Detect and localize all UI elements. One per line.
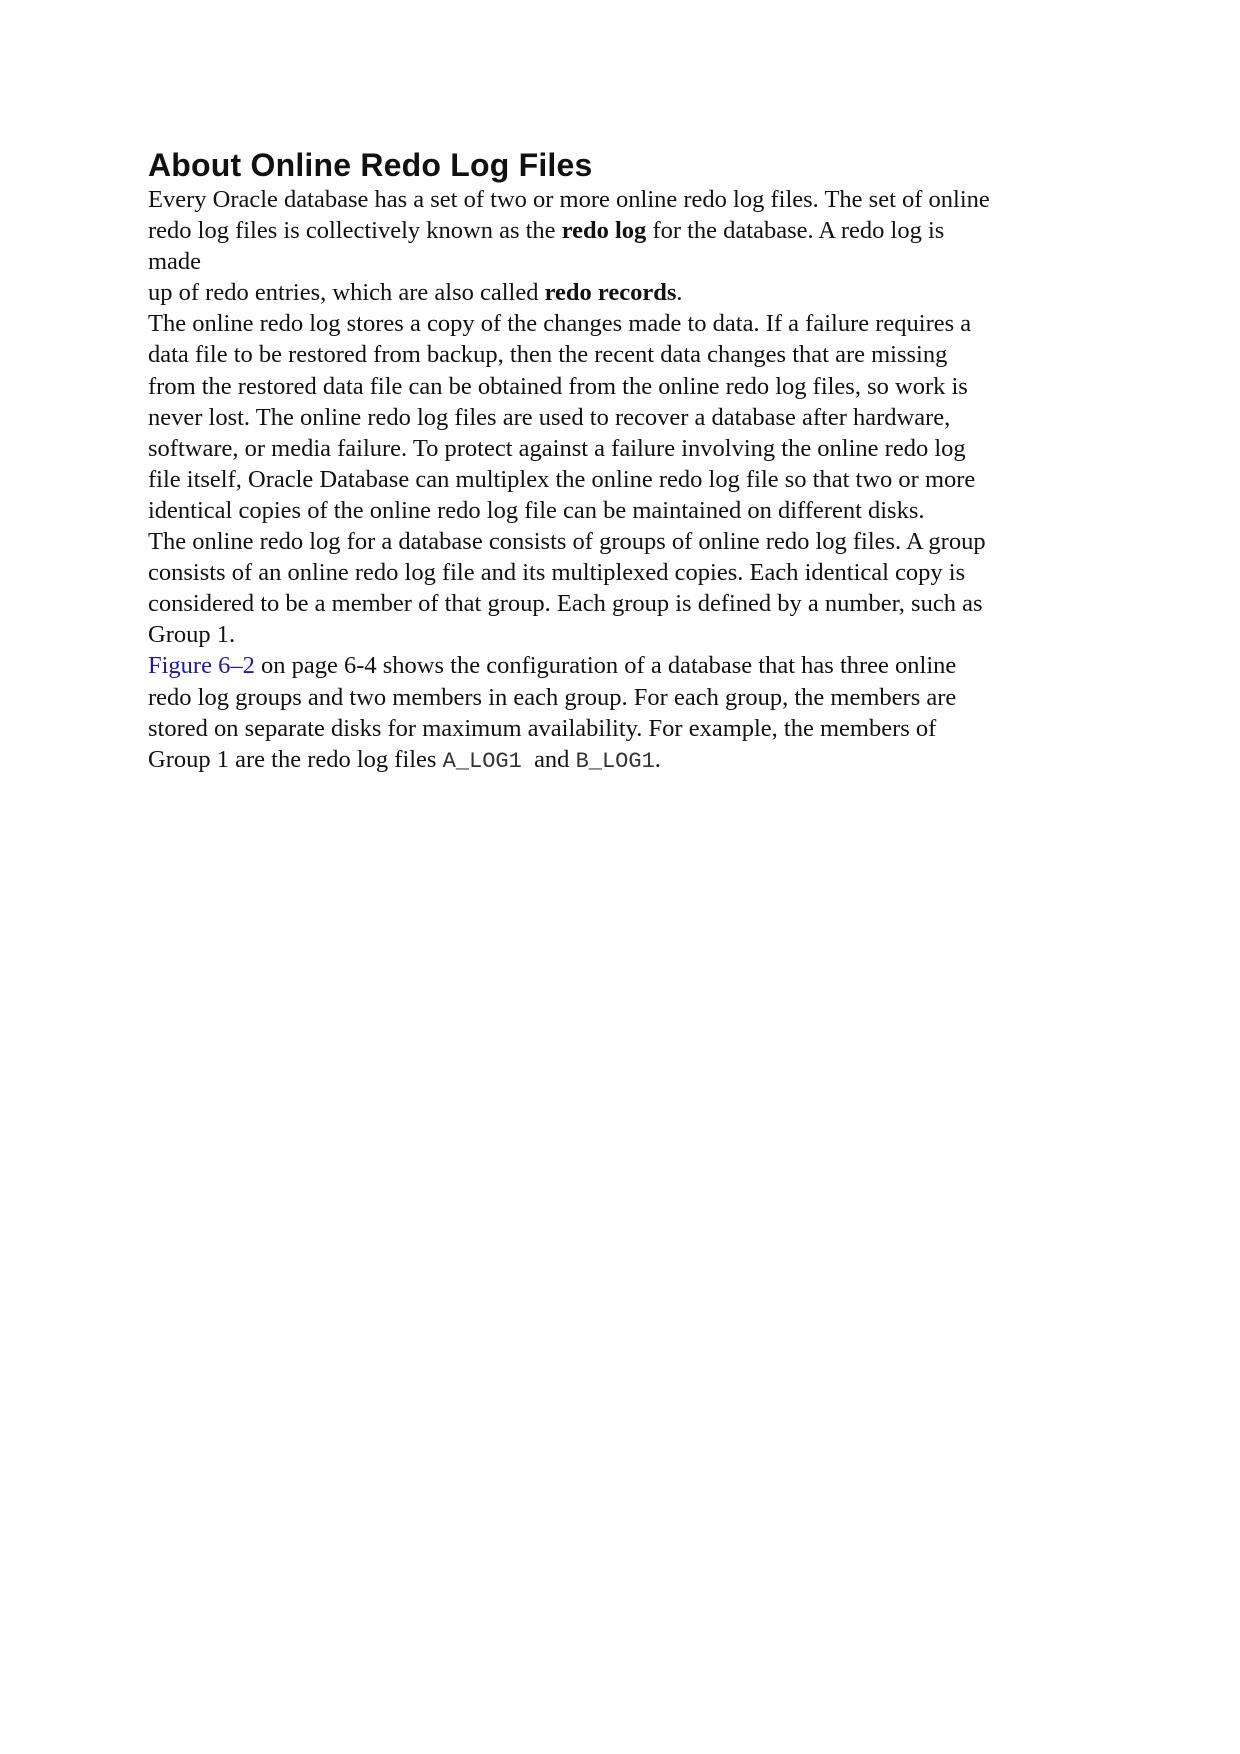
term-redo-log: redo log bbox=[561, 217, 647, 245]
text: and bbox=[521, 745, 576, 773]
body-text bbox=[148, 184, 1088, 775]
text-line bbox=[148, 557, 1088, 588]
text: on page 6-4 shows the configuration of a database that has three online bbox=[254, 652, 957, 680]
section-title: About Online Redo Log Files bbox=[148, 147, 593, 183]
text: The online redo log for a database consists of groups of online redo log files. A group bbox=[148, 528, 986, 556]
text: redo log files is collectively known as the bbox=[148, 217, 562, 245]
text-line bbox=[148, 184, 1088, 215]
text-line bbox=[148, 308, 1088, 339]
text-line bbox=[148, 526, 1088, 557]
text: identical copies of the online redo log file can be maintained on different disks. bbox=[148, 496, 925, 524]
code-a-log1: A_LOG1 bbox=[442, 748, 522, 774]
term-redo-records: redo records bbox=[544, 279, 677, 307]
text-line bbox=[148, 495, 1088, 526]
text: for the database. A redo log is bbox=[646, 217, 945, 245]
text: . bbox=[654, 745, 661, 773]
text: redo log groups and two members in each group. For each group, the members are bbox=[148, 683, 957, 711]
text: Group 1 are the redo log files bbox=[148, 745, 443, 773]
text: from the restored data file can be obtained from the online redo log files, so work is bbox=[148, 372, 968, 400]
text: software, or media failure. To protect against a failure involving the online redo log bbox=[148, 434, 966, 462]
text-line bbox=[148, 371, 1088, 402]
text: data file to be restored from backup, then the recent data changes that are missing bbox=[148, 341, 948, 369]
text: up of redo entries, which are also called bbox=[148, 279, 545, 307]
text: Every Oracle database has a set of two or more online redo log files. The set of online bbox=[148, 186, 990, 213]
text: . bbox=[676, 279, 683, 307]
document-page bbox=[148, 146, 1088, 775]
text: file itself, Oracle Database can multiplex the online redo log file so that two or more bbox=[148, 465, 976, 493]
text: considered to be a member of that group. Each group is defined by a number, such as bbox=[148, 590, 983, 618]
text-line bbox=[148, 277, 1088, 308]
text: stored on separate disks for maximum availability. For example, the members of bbox=[148, 714, 937, 742]
text-line bbox=[148, 682, 1088, 713]
text: Group 1. bbox=[148, 621, 236, 649]
text-line bbox=[148, 744, 1088, 775]
text-line bbox=[148, 402, 1088, 433]
text: made bbox=[148, 248, 202, 276]
figure-link[interactable]: Figure 6–2 bbox=[148, 652, 255, 680]
text-line bbox=[148, 588, 1088, 619]
text-line bbox=[148, 650, 1088, 681]
text-line bbox=[148, 464, 1088, 495]
text-line bbox=[148, 713, 1088, 744]
text: The online redo log stores a copy of the changes made to data. If a failure requires a bbox=[148, 310, 972, 338]
text-line bbox=[148, 246, 1088, 277]
text: consists of an online redo log file and its multiplexed copies. Each identical copy is bbox=[148, 559, 966, 587]
code-b-log1: B_LOG1 bbox=[575, 748, 655, 774]
text-line bbox=[148, 339, 1088, 370]
text: never lost. The online redo log files are used to recover a database after hardware, bbox=[148, 403, 951, 431]
text-line bbox=[148, 215, 1088, 246]
text-line bbox=[148, 619, 1088, 650]
text-line bbox=[148, 433, 1088, 464]
